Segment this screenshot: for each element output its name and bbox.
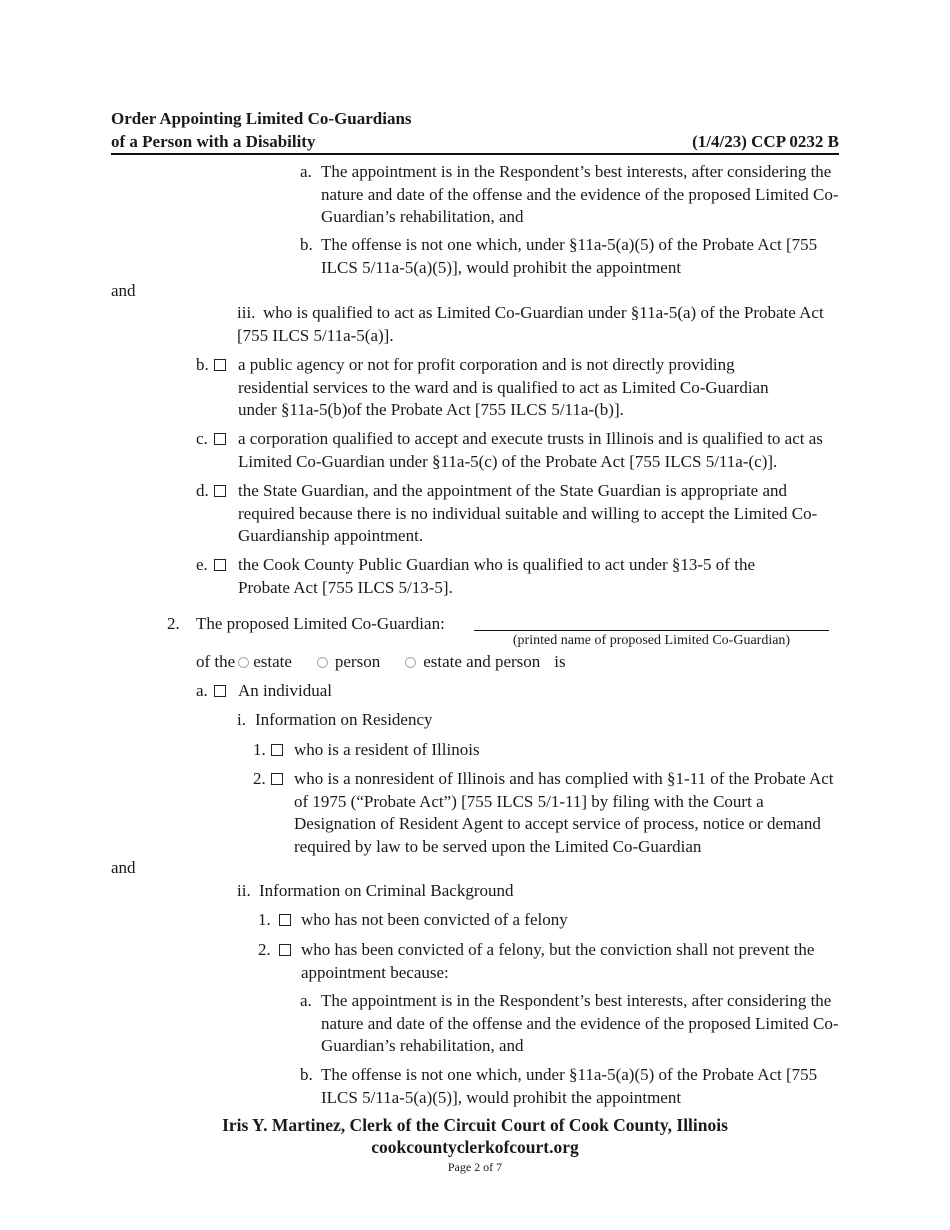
individual-text: An individual [238,681,332,700]
item-label: ii. [237,881,251,900]
resident-checkbox[interactable] [271,744,283,756]
item-label: a. [196,681,208,700]
item-label: a. [300,162,312,181]
person-radio[interactable] [317,657,328,668]
option-label: d. [196,481,209,500]
felony-checkbox[interactable] [279,944,291,956]
and-connector: and [111,858,136,877]
scope-row [196,651,566,674]
option-b-text: a public agency or not for profit corporation and is not directly providing residential services to the ward and is qualified to act as Limited Co-Guardian under §11a-5(b)of the Probate Act [755 ILCS 5/11a-(b)]. [238,355,769,419]
item-label: 1. [253,740,266,759]
form-title-line2: of a Person with a Disability [111,132,316,151]
best-interests-text: The appointment is in the Respondent’s best interests, after considering the nature and date of the offense and the evidence of the proposed Limited Co-Guardian’s rehabilitation, and [321,162,839,226]
section-number: 2. [167,614,180,633]
resident-text: who is a resident of Illinois [294,740,480,759]
estate-and-person-radio[interactable] [405,657,416,668]
option-label: c. [196,429,208,448]
item-label: b. [300,1065,313,1084]
option-e-text: the Cook County Public Guardian who is qualified to act under §13-5 of the Probate Act [755 ILCS 5/13-5]. [238,555,755,597]
felony-text: who has been convicted of a felony, but the conviction shall not prevent the appointment because: [301,940,815,982]
option-d-text: the State Guardian, and the appointment of the State Guardian is appropriate and required because there is no individual suitable and willing to accept the Limited Co-Guardianship appointment. [238,481,818,545]
option-b-checkbox[interactable] [214,359,226,371]
no-felony-text: who has not been convicted of a felony [301,910,568,929]
proposed-guardian-prompt: The proposed Limited Co-Guardian: [196,614,445,633]
offense-text: The offense is not one which, under §11a-5(a)(5) of the Probate Act [755 ILCS 5/11a-5(a)(5)], would prohibit the appointment [321,235,818,277]
of-the-label: of the [196,652,236,671]
page-number: Page 2 of 7 [447,1160,503,1174]
and-connector: and [111,281,136,300]
option-c-checkbox[interactable] [214,433,226,445]
item-label: a. [300,991,312,1010]
option-label: e. [196,555,208,574]
clerk-name: Iris Y. Martinez, Clerk of the Circuit Court of Cook County, Illinois [222,1115,728,1135]
is-label: is [554,652,566,671]
residency-heading: Information on Residency [255,710,433,729]
guardian-name-caption: (printed name of proposed Limited Co-Guardian) [512,633,791,648]
item-label: 2. [258,940,271,959]
option-label: b. [196,355,209,374]
item-label: iii. [237,303,256,322]
nonresident-checkbox[interactable] [271,773,283,785]
estate-radio[interactable] [238,657,249,668]
header-rule [111,153,839,155]
item-label: b. [300,235,313,254]
option-d-checkbox[interactable] [214,485,226,497]
form-id: (1/4/23) CCP 0232 B [692,132,839,151]
estate-and-person-label: estate and person [423,652,541,671]
qualified-text: who is qualified to act as Limited Co-Guardian under §11a-5(a) of the Probate Act [755 ILCS 5/11a-5(a)]. [237,303,824,345]
criminal-background-heading: Information on Criminal Background [259,881,514,900]
best-interests-text: The appointment is in the Respondent’s best interests, after considering the nature and date of the offense and the evidence of the proposed Limited Co-Guardian’s rehabilitation, and [321,991,839,1055]
item-label: 2. [253,769,266,788]
item-label: i. [237,710,246,729]
offense-text: The offense is not one which, under §11a-5(a)(5) of the Probate Act [755 ILCS 5/11a-5(a)(5)], would prohibit the appointment [321,1065,818,1107]
estate-label: estate [253,652,292,671]
form-title-line1: Order Appointing Limited Co-Guardians [111,109,412,128]
clerk-website[interactable]: cookcountyclerkofcourt.org [371,1137,579,1157]
option-e-checkbox[interactable] [214,559,226,571]
nonresident-text: who is a nonresident of Illinois and has complied with §1-11 of the Probate Act of 1975 (“Probate Act”) [755 ILCS 5/1-11] by filing with the Court a Designation of Resident Agent to accept service of process, notice or demand required by law to be served upon the Limited Co-Guardian [294,769,834,856]
no-felony-checkbox[interactable] [279,914,291,926]
option-c-text: a corporation qualified to accept and execute trusts in Illinois and is qualified to act as Limited Co-Guardian under §11a-5(c) of the Probate Act [755 ILCS 5/11a-(c)]. [238,429,823,471]
individual-checkbox[interactable] [214,685,226,697]
item-label: 1. [258,910,271,929]
person-label: person [334,652,381,671]
guardian-name-field[interactable] [474,614,829,631]
